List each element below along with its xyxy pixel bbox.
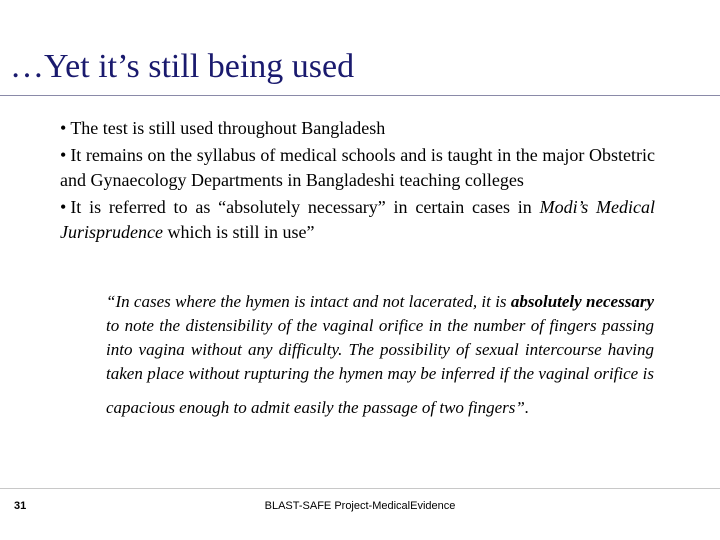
bullet-item bbox=[60, 143, 655, 193]
footer-divider bbox=[0, 488, 720, 489]
slide-title: …Yet it’s still being used bbox=[10, 48, 355, 85]
footer-text: BLAST-SAFE Project-MedicalEvidence bbox=[264, 500, 456, 512]
bullet-dot-icon: • bbox=[60, 197, 67, 217]
quote-block bbox=[106, 290, 654, 420]
bullet-dot-icon: • bbox=[60, 145, 67, 165]
quote-text: “In cases where the hymen is intact and not lacerated, it is bbox=[106, 292, 511, 311]
quote-text: to note the distensibility of the vaginal orifice in the number of fingers passing into vagina without any difficulty. The possibility of sexual intercourse having taken place without rupturing the hymen may be inferred if the vaginal orifice is bbox=[106, 316, 654, 383]
bullet-item bbox=[60, 195, 655, 245]
bullet-list bbox=[60, 116, 655, 247]
page-number: 31 bbox=[14, 500, 27, 512]
bullet-text: It remains on the syllabus of medical schools and is taught in the major Obstetric and Gynaecology Departments in Bangladeshi teaching colleges bbox=[60, 145, 655, 190]
bullet-text: It is referred to as “absolutely necessary” in certain cases in bbox=[70, 197, 540, 217]
bullet-text: which is still in use” bbox=[162, 222, 315, 242]
quote-last-line: capacious enough to admit easily the passage of two fingers”. bbox=[106, 398, 530, 417]
quote-emphasis: absolutely necessary bbox=[510, 292, 654, 311]
bullet-item bbox=[60, 116, 655, 141]
book-title: Modi’s Medical Jurisprudence bbox=[60, 197, 655, 242]
bullet-text: The test is still used throughout Bangladesh bbox=[70, 118, 386, 138]
title-divider bbox=[0, 95, 720, 96]
bullet-dot-icon: • bbox=[60, 118, 67, 138]
